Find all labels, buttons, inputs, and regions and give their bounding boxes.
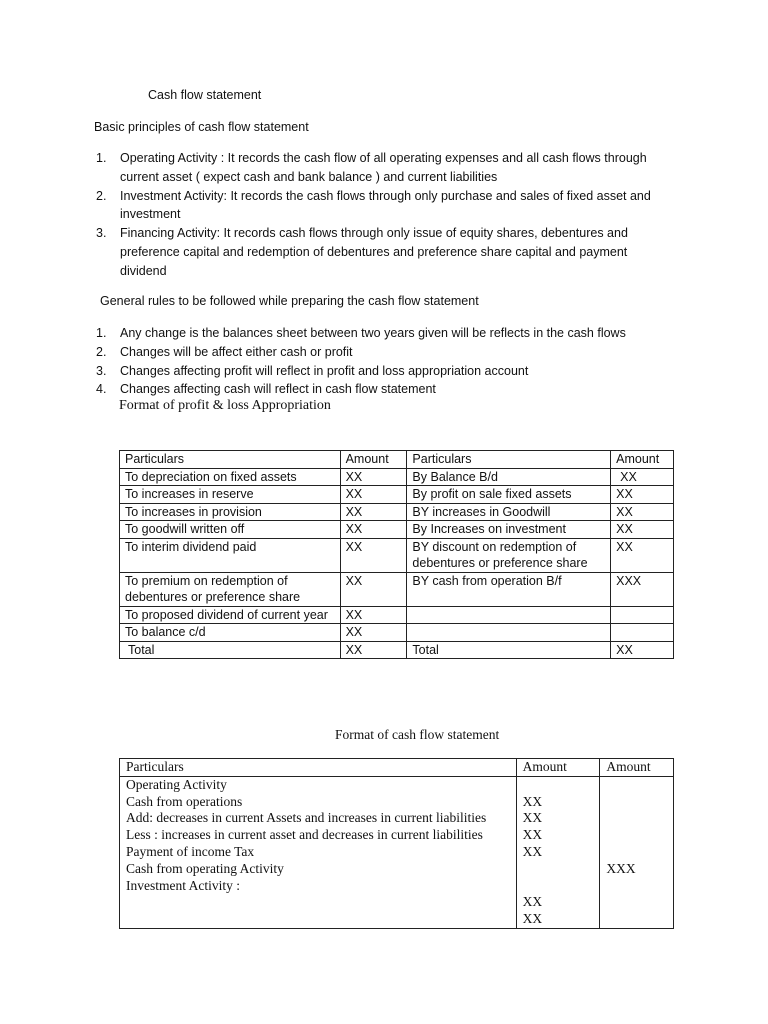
table-cell: Total <box>120 641 341 659</box>
table-cell: XX <box>340 572 407 606</box>
table-cell: XX <box>611 538 674 572</box>
list-number: 4. <box>96 382 107 397</box>
table-cell: By Balance B/d <box>407 468 611 486</box>
basic-principles-list <box>96 149 676 281</box>
list-item <box>96 149 676 187</box>
list-item <box>96 343 676 362</box>
table-cell: By Increases on investment <box>407 521 611 539</box>
amount-column-1 <box>516 776 600 928</box>
amount-line <box>606 827 673 844</box>
amount-line <box>523 777 600 794</box>
table-cell: XX <box>340 641 407 659</box>
list-text: Operating Activity : It records the cash flow of all operating expenses and all cash flows through current asset ( expect cash and bank balance ) and current liabilities <box>120 151 647 184</box>
table-row <box>120 572 674 606</box>
page-title: Cash flow statement <box>148 88 262 102</box>
header-cell: Particulars <box>120 759 517 777</box>
amount-line <box>606 777 673 794</box>
general-rules-list <box>96 324 676 399</box>
list-number: 1. <box>96 151 107 165</box>
list-number: 2. <box>96 344 107 359</box>
list-text: Changes affecting cash will reflect in cash flow statement <box>120 382 436 397</box>
table-cell <box>611 624 674 642</box>
header-cell: Particulars <box>407 451 611 469</box>
header-cell: Amount <box>340 451 407 469</box>
amount-line: XX <box>522 843 543 859</box>
amount-line <box>523 878 600 895</box>
table-cell: To increases in reserve <box>120 486 341 504</box>
header-cell: Amount <box>600 759 674 777</box>
table-row <box>120 776 674 928</box>
table-cell: XX <box>611 641 674 659</box>
table-cell: To increases in provision <box>120 503 341 521</box>
amount-line <box>606 810 673 827</box>
table-row <box>120 521 674 539</box>
list-text: Financing Activity: It records cash flows through only issue of equity shares, debentures and preference capital and redemption of debentures and preference share capital and payment dividend <box>120 226 628 278</box>
pl-appropriation-table <box>119 450 674 659</box>
list-number: 2. <box>96 188 107 203</box>
table-cell <box>407 624 611 642</box>
header-cell: Amount <box>611 451 674 469</box>
table-cell <box>611 606 674 624</box>
table-cell <box>407 606 611 624</box>
table-cell: XX <box>340 503 407 521</box>
list-text: Any change is the balances sheet between two years given will be reflects in the cash flows <box>120 326 626 340</box>
table-row <box>120 606 674 624</box>
header-cell: Amount <box>516 759 600 777</box>
table-cell: XX <box>340 624 407 642</box>
amount-line <box>523 861 600 878</box>
basic-principles-heading: Basic principles of cash flow statement <box>94 120 309 134</box>
header-cell: Particulars <box>120 451 341 469</box>
cash-flow-format-table <box>119 758 674 929</box>
table-row <box>120 624 674 642</box>
table-row <box>120 486 674 504</box>
amount-line: XX <box>522 911 543 927</box>
table-cell: To interim dividend paid <box>120 538 341 572</box>
amount-line: XX <box>522 894 543 910</box>
table-cell: To premium on redemption of debentures or preference share <box>120 572 341 606</box>
amount-line: XX <box>522 827 543 843</box>
amount-column-2 <box>600 776 674 928</box>
list-text: Investment Activity: It records the cash flows through only purchase and sales of fixed asset and investment <box>120 188 651 222</box>
table-row <box>120 503 674 521</box>
table-cell: BY cash from operation B/f <box>407 572 611 606</box>
table-cell: XX <box>611 521 674 539</box>
table-cell: XX <box>611 486 674 504</box>
table-cell: To depreciation on fixed assets <box>120 468 341 486</box>
list-item <box>96 362 676 381</box>
list-number: 3. <box>96 226 107 241</box>
table-row <box>120 538 674 572</box>
table-cell: BY discount on redemption of debentures or preference share <box>407 538 611 572</box>
table-header-row <box>120 759 674 777</box>
particulars-line: Cash from operations <box>126 793 243 809</box>
table-cell: By profit on sale fixed assets <box>407 486 611 504</box>
list-item <box>96 380 676 399</box>
table-row <box>120 468 674 486</box>
table-header-row <box>120 451 674 469</box>
table-cell: XX <box>340 521 407 539</box>
table-cell: To proposed dividend of current year <box>120 606 341 624</box>
table-cell: XX <box>340 606 407 624</box>
list-item <box>96 224 676 280</box>
table-cell: XX <box>611 503 674 521</box>
particulars-line: Investment Activity : <box>126 877 240 893</box>
table-total-row <box>120 641 674 659</box>
table-cell: To goodwill written off <box>120 521 341 539</box>
amount-line: XX <box>522 793 543 809</box>
amount-line: XXX <box>606 860 636 876</box>
list-number: 3. <box>96 363 107 378</box>
particulars-line: Payment of income Tax <box>126 843 255 859</box>
particulars-line: Cash from operating Activity <box>126 860 284 876</box>
list-item <box>96 324 676 343</box>
list-number: 1. <box>96 326 107 340</box>
cash-flow-format-caption: Format of cash flow statement <box>335 727 500 742</box>
particulars-line: Add: decreases in current Assets and increases in current liabilities <box>126 810 487 826</box>
table-cell: XX <box>340 538 407 572</box>
table-cell: Total <box>407 641 611 659</box>
amount-line <box>606 844 673 861</box>
table-cell: BY increases in Goodwill <box>407 503 611 521</box>
list-text: Changes affecting profit will reflect in profit and loss appropriation account <box>120 363 529 378</box>
table-cell: XXX <box>611 572 674 606</box>
particulars-column <box>120 776 517 928</box>
table-cell: To balance c/d <box>120 624 341 642</box>
general-rules-heading: General rules to be followed while preparing the cash flow statement <box>100 294 479 308</box>
list-text: Changes will be affect either cash or profit <box>120 344 353 359</box>
particulars-line: Operating Activity <box>126 776 227 792</box>
particulars-line: Less : increases in current asset and decreases in current liabilities <box>126 827 483 843</box>
amount-line <box>606 794 673 811</box>
table-cell: XX <box>611 468 674 486</box>
pl-appropriation-caption: Format of profit & loss Appropriation <box>119 398 331 413</box>
table-cell: XX <box>340 486 407 504</box>
list-item <box>96 187 676 225</box>
amount-line: XX <box>522 810 543 826</box>
table-cell: XX <box>340 468 407 486</box>
